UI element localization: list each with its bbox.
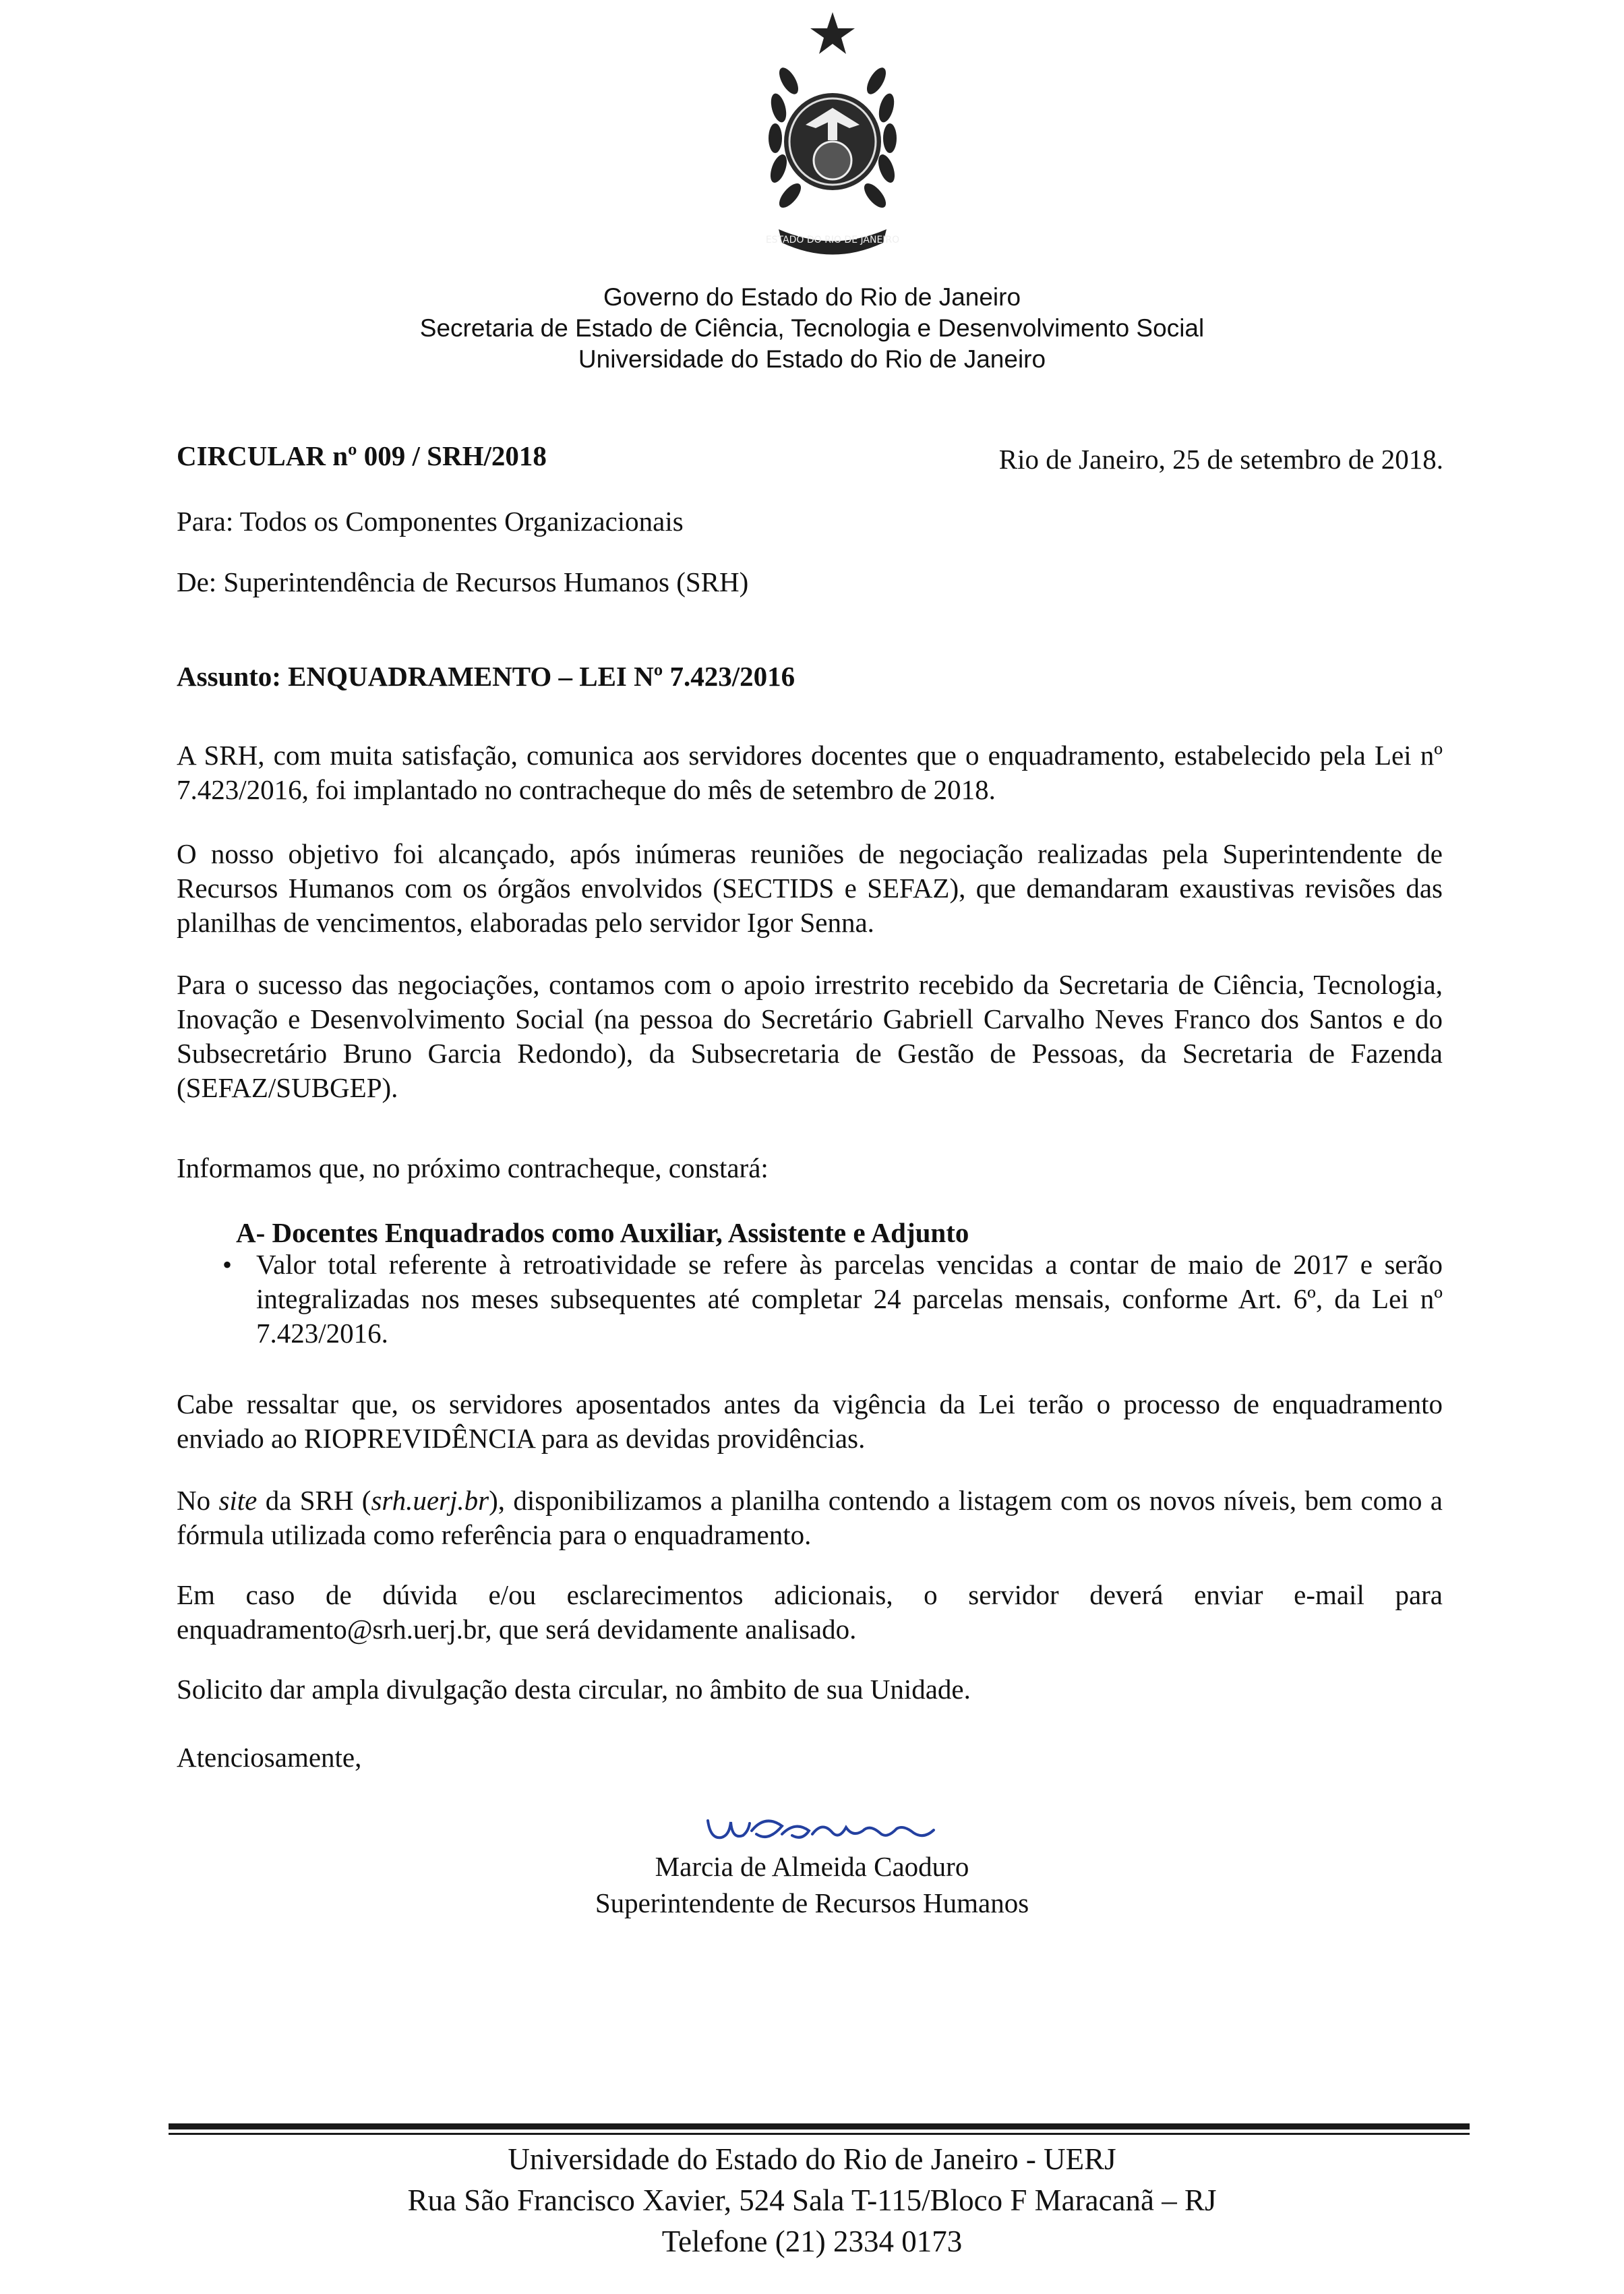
header-line-3: Universidade do Estado do Rio de Janeiro <box>578 345 1046 373</box>
site-word: site <box>218 1485 258 1516</box>
paragraph-6 <box>177 1483 1443 1552</box>
paragraph-5: Cabe ressaltar que, os servidores aposentados antes da vigência da Lei terão o processo de enquadramento enviado ao RIOPREVIDÊNCIA para as devidas providências. <box>177 1388 1443 1454</box>
circular-number: CIRCULAR nº 009 / SRH/2018 <box>177 440 547 471</box>
footer-line-2: Rua São Francisco Xavier, 524 Sala T-115/Bloco F Maracanã – RJ <box>407 2183 1217 2217</box>
paragraph-2: O nosso objetivo foi alcançado, após inúmeras reuniões de negociação realizadas pela Superintendente de Recursos Humanos com os órgãos envolvidos (SECTIDS e SEFAZ), que demandaram exaustivas revisões das planilhas de vencimentos, elaboradas pelo servidor Igor Senna. <box>177 838 1443 938</box>
footer-rule-thick <box>169 2123 1470 2129</box>
paragraph-4: Informamos que, no próximo contracheque, constará: <box>177 1152 769 1183</box>
svg-text:ESTADO DO RIO DE JANEIRO: ESTADO DO RIO DE JANEIRO <box>765 235 900 245</box>
paragraph-3: Para o sucesso das negociações, contamos com o apoio irrestrito recebido da Secretaria de Ciência, Tecnologia, Inovação e Desenvolvimento Social (na pessoa do Secretário Gabriell Carvalho Neves Franco dos Santos e do Subsecretário Bruno Garcia Redondo), da Subsecretaria de Gestão de Pessoas, da Secretaria de Fazenda (SEFAZ/SUBGEP). <box>177 969 1443 1103</box>
paragraph-1: A SRH, com muita satisfação, comunica aos servidores docentes que o enquadramento, estabelecido pela Lei nº 7.423/2016, foi implantado no contracheque do mês de setembro de 2018. <box>177 740 1443 805</box>
sender-line: De: Superintendência de Recursos Humanos (SRH) <box>177 566 749 597</box>
paragraph-8: Solicito dar ampla divulgação desta circular, no âmbito de sua Unidade. <box>177 1674 971 1705</box>
paragraph-6-part-b: da SRH ( <box>257 1485 371 1516</box>
state-seal-icon <box>742 7 924 270</box>
paragraph-7: Em caso de dúvida e/ou esclarecimentos adicionais, o servidor deverá enviar e-mail para enquadramento@srh.uerj.br, que será devidamente analisado. <box>177 1579 1443 1645</box>
subject-line: Assunto: ENQUADRAMENTO – LEI Nº 7.423/2016 <box>177 661 795 692</box>
paragraph-6-part-c: ), disponibilizamos a planilha contendo a listagem com os novos níveis, bem como a fórmula utilizada como referência para o enquadramento. <box>177 1485 1443 1550</box>
header-line-2: Secretaria de Estado de Ciência, Tecnologia e Desenvolvimento Social <box>419 314 1205 342</box>
closing: Atenciosamente, <box>177 1742 362 1773</box>
header-line-1: Governo do Estado do Rio de Janeiro <box>603 283 1021 311</box>
footer-line-1: Universidade do Estado do Rio de Janeiro - UERJ <box>508 2142 1116 2176</box>
footer-rule-thin <box>169 2133 1470 2135</box>
recipient-line: Para: Todos os Componentes Organizacionais <box>177 506 684 537</box>
bullet-item: Valor total referente à retroatividade se refere às parcelas vencidas a contar de maio de 2017 e serão integralizadas nos meses subsequentes até completar 24 parcelas mensais, conforme Art. 6º, da Lei nº 7.423/2016. <box>256 1249 1443 1349</box>
signatory-name: Marcia de Almeida Caoduro <box>655 1851 969 1882</box>
signatory-title: Superintendente de Recursos Humanos <box>595 1887 1029 1918</box>
footer-line-3: Telefone (21) 2334 0173 <box>661 2225 963 2258</box>
letter-date: Rio de Janeiro, 25 de setembro de 2018. <box>998 444 1443 475</box>
list-heading: A- Docentes Enquadrados como Auxiliar, Assistente e Adjunto <box>236 1217 969 1248</box>
site-url: srh.uerj.br <box>371 1485 489 1516</box>
paragraph-6-part-a: No <box>177 1485 219 1516</box>
bullet-marker: • <box>222 1249 233 1280</box>
